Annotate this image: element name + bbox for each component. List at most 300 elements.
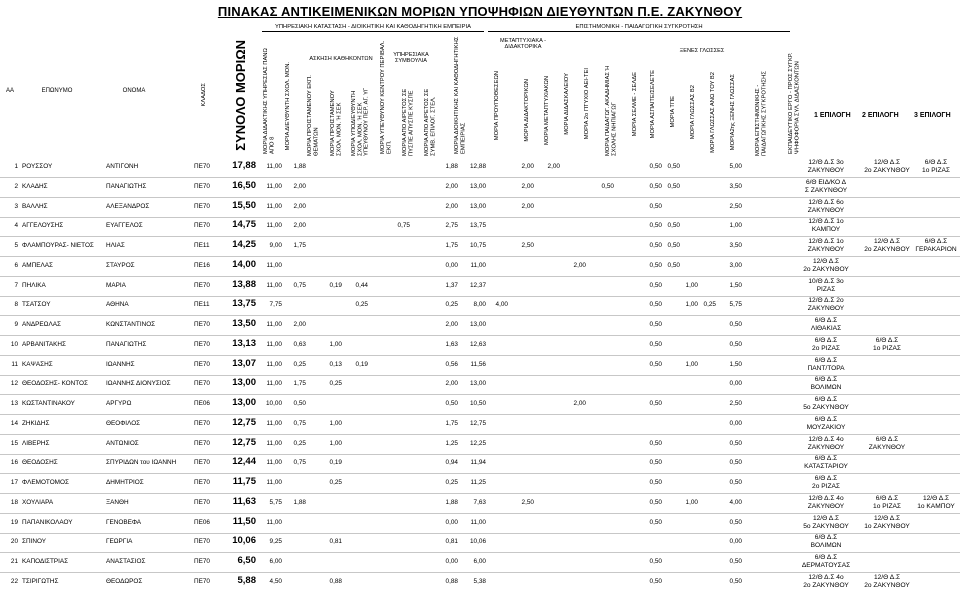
cell-c11 [488,453,508,474]
table-row [0,434,960,455]
cell-c22: 3,50 [729,242,742,249]
cell-c2: 0,25 [293,360,306,368]
cell-c10: 11,00 [470,518,486,526]
cell-aa: 7 [14,281,18,289]
cell-c14 [564,572,586,592]
cell-p3 [912,315,960,336]
cell-c5: 0,25 [355,301,368,309]
cell-branch: ΠΕ70 [194,163,210,170]
cell-c11 [488,157,508,178]
cell-c13 [538,197,560,218]
cell-c12 [508,434,534,455]
cell-c7 [388,157,410,178]
cell-c4 [322,197,342,218]
cell-aa: 13 [10,400,18,407]
group-languages: ΞΕΝΕΣ ΓΛΩΣΣΕΣ [679,48,725,54]
cell-c5 [344,315,368,336]
cell-c13 [538,177,560,198]
cell-c4 [322,216,342,237]
cell-c12: 2,50 [521,242,534,249]
cell-c21 [698,453,716,474]
cell-name: ΓΕΝΟΒΕΦΑ [106,518,142,526]
cell-surname: ΧΟΥΛΙΑΡΑ [22,498,54,506]
cell-branch: ΠΕ70 [194,558,210,565]
cell-c17 [632,276,644,297]
cell-c6 [370,355,386,376]
cell-c9: 1,75 [445,419,458,427]
table-header [0,24,960,156]
cell-c7 [388,414,410,435]
cell-p2: 12/Θ Δ.Σ 1ο ΖΑΚΥΝΘΟΥ [864,514,910,530]
col-name: ΟΝΟΜΑ [122,88,146,94]
cell-c14 [564,216,586,237]
cell-c22: 0,50 [729,439,742,447]
cell-total: 14,75 [232,219,256,231]
cell-name: ΙΩΑΝΝΗΣ ΔΙΟΝΥΣΙΟΣ [106,380,171,388]
cell-c16 [618,532,630,553]
cell-branch: ΠΕ70 [194,538,210,546]
cell-c6 [370,276,386,297]
cell-c2: 2,00 [293,222,306,230]
cell-p1: 6/Θ Δ.Σ ΚΑΤΑΣΤΑΡΙΟΥ [804,455,848,471]
cell-c7 [388,572,410,592]
cell-c16 [618,157,630,178]
cell-c13 [538,355,560,376]
col-pref3: 3 ΕΠΙΛΟΓΗ [914,112,951,119]
cell-c8 [412,335,434,356]
cell-c7 [388,256,410,277]
cell-p3: 6/Θ Δ.Σ 1ο ΡΙΖΑΣ [922,159,950,174]
cell-p2: 12/Θ Δ.Σ 2ο ΖΑΚΥΝΘΟΥ [864,573,910,589]
cell-p2: 6/Θ Δ.Σ 1ο ΡΙΖΑΣ [873,494,901,510]
col-c4: ΜΟΡΙΑ ΠΡΟΙΣΤΑΜΕΝΟΥ ΣΧΟΛ. ΜΟΝ. Ή ΣΕΚ [329,90,342,156]
cell-c4: 1,00 [329,340,342,348]
cell-c22: 1,50 [729,281,742,289]
cell-c11 [488,197,508,218]
cell-c2: 0,75 [293,419,306,427]
cell-c6 [370,374,386,395]
cell-c6 [370,513,386,534]
col-c1: ΜΟΡΙΑ ΔΙΔΑΚΤΙΚΗΣ ΥΠΗΡΕΣΙΑΣ ΠΑΝΩ ΑΠΟ 8 [262,48,275,154]
cell-c4: 0,81 [329,538,342,546]
cell-name: ΘΕΟΔΩΡΟΣ [106,577,143,585]
cell-c11 [488,414,508,435]
cell-c18 [644,374,662,395]
cell-c13 [538,315,560,336]
table-row [0,374,960,395]
cell-c14: 2,00 [573,261,586,269]
cell-total: 13,00 [232,397,256,408]
cell-c8 [412,394,434,415]
cell-p2: 6/Θ Δ.Σ ΖΑΚΥΝΘΟΥ [868,435,906,451]
cell-total: 11,75 [232,476,256,487]
cell-p3 [912,256,960,277]
cell-c8 [412,374,434,395]
cell-c8 [412,236,434,257]
cell-c3 [306,493,320,514]
col-c7: ΜΟΡΙΑ ΑΠΟ ΑΙΡΕΤΟΣ ΣΕ ΠΥΣΠΕ ΑΠΥΣΠΕ ΚΥΣΠΕ [401,88,414,156]
cell-c20 [680,335,698,356]
cell-c20 [680,513,698,534]
cell-c19 [662,513,680,534]
cell-c20 [680,157,698,178]
cell-c22: 4,00 [729,498,742,506]
cell-c13 [538,473,560,494]
cell-aa: 3 [14,202,18,210]
cell-c5 [344,335,368,356]
cell-p2 [858,552,916,573]
cell-c5 [344,216,368,237]
cell-c18: 0,50 [649,518,662,526]
cell-c19 [662,355,680,376]
cell-p1: 6/Θ Δ.Σ ΠΑΝΤ/ΤΟΡΑ [807,356,845,372]
cell-c12: 2,50 [521,498,534,506]
table-row [0,394,960,415]
cell-c21 [698,355,716,376]
cell-c13 [538,572,560,592]
cell-c16 [618,276,630,297]
cell-c18: 0,50 [649,340,662,348]
cell-p1: 12/Θ Δ.Σ 2ο ΖΑΚΥΝΘΟΥ [803,257,849,273]
cell-c10: 13,00 [470,202,486,210]
cell-c21 [698,572,716,592]
cell-c9: 2,00 [445,380,458,388]
cell-c19 [662,335,680,356]
cell-c1: 10,00 [266,400,282,407]
cell-c18: 0,50 [649,577,662,585]
cell-c13 [538,236,560,257]
cell-p1: 6/Θ Δ.Σ ΔΕΡΜΑΤΟΥΣΑΣ [801,554,851,569]
cell-surname: ΦΛΑΜΠΟΥΡΑΣ- ΝΙΕΤΟΣ [22,242,94,249]
cell-c19 [662,276,680,297]
cell-p3 [912,394,960,415]
cell-c16 [618,394,630,415]
cell-branch: ΠΕ11 [194,301,210,309]
cell-c14 [564,355,586,376]
cell-c1: 11,00 [266,518,282,526]
cell-c10: 7,63 [473,498,486,506]
cell-c10: 11,56 [470,360,486,368]
cell-c14 [564,532,586,553]
cell-c10: 12,25 [470,439,486,447]
cell-c20: 1,00 [685,360,698,368]
band-service: ΥΠΗΡΕΣΙΑΚΗ ΚΑΤΑΣΤΑΣΗ - ΔΙΟΙΚΗΤΙΚΗ ΚΑΙ ΚΑΘΟΔΗΓΗΤΙΚΗ ΕΜΠΕΙΡΙΑ [262,24,484,32]
col-c8: ΜΟΡΙΑ ΑΠΟ ΑΙΡΕΤΟΣ ΣΕ ΣΥΜΒ. ΕΠΙΛΟΓ. ΣΤΕΛ. [423,88,436,156]
cell-p1: 6/Θ ΕΙΔ/ΚΟ Δ Σ ΖΑΚΥΝΘΟΥ [804,178,848,194]
cell-p1: 6/Θ Δ.Σ ΜΟΥΖΑΚΙΟΥ [806,415,846,431]
cell-p2 [858,256,916,277]
cell-c18: 0,50 [649,163,662,170]
cell-aa: 4 [14,222,18,230]
cell-branch: ΠΕ70 [194,419,210,427]
cell-surname: ΘΕΟΔΟΣΗΣ [22,459,58,467]
cell-c4 [322,236,342,257]
col-c3: ΜΟΡΙΑ ΠΡΟΙΣΤΑΜΕΝΟΥ ΕΚΠ. ΘΕΜΑΤΩΝ [306,75,319,156]
cell-c20 [680,236,698,257]
cell-c2: 2,00 [293,182,306,190]
cell-c1: 11,00 [266,261,282,269]
cell-branch: ΠΕ70 [194,380,210,388]
cell-c11 [488,256,508,277]
cell-c22: 0,50 [729,518,742,526]
cell-c7 [388,513,410,534]
cell-p2 [858,374,916,395]
cell-c6 [370,236,386,257]
table-row [0,315,960,336]
cell-aa: 17 [10,479,18,486]
cell-branch: ΠΕ70 [194,479,210,486]
cell-c14 [564,276,586,297]
cell-c20 [680,453,698,474]
cell-c10: 8,00 [473,301,486,309]
cell-c20 [680,177,698,198]
cell-c15 [590,256,614,277]
cell-p1: 6/Θ Δ.Σ ΒΟΛΙΜΩΝ [810,376,842,392]
cell-name: ΑΝΤΙΓΟΝΗ [106,163,139,170]
cell-branch: ΠΕ16 [194,261,210,269]
col-branch: ΚΛΑΔΟΣ [200,83,207,107]
cell-c16 [618,216,630,237]
cell-c6 [370,295,386,316]
cell-c8 [412,473,434,494]
cell-c9: 1,88 [445,163,458,170]
cell-c9: 0,56 [445,360,458,368]
cell-c19: 0,50 [667,261,680,269]
cell-c21 [698,374,716,395]
cell-c4 [322,315,342,336]
cell-c18: 0,50 [649,459,662,467]
col-c9: ΜΟΡΙΑ ΔΙΟΙΚΗΤΙΚΗΣ ΚΑΙ ΚΑΘΟΔΗΓΗΤΙΚΗΣ ΕΜΠΕΙΡΙΑΣ [453,36,466,154]
col-c6: ΜΟΡΙΑ ΥΠΕΥΘΥΝΟΥ ΚΕΝΤΡΟΥ ΠΕΡΙΒΑΛ. ΕΚΠ. [379,40,392,154]
cell-c21 [698,552,716,573]
cell-p2 [858,394,916,415]
cell-surname: ΠΗΛΙΚΑ [22,281,46,289]
cell-c5 [344,473,368,494]
cell-aa: 2 [14,182,18,190]
cell-c4 [322,513,342,534]
cell-c3 [306,374,320,395]
cell-c9: 0,25 [445,479,458,486]
cell-c17 [632,473,644,494]
cell-aa: 19 [10,518,18,526]
cell-c3 [306,414,320,435]
cell-c3 [306,177,320,198]
cell-name: ΣΤΑΥΡΟΣ [106,261,135,269]
cell-c5 [344,256,368,277]
cell-c14 [564,552,586,573]
cell-p2 [858,532,916,553]
cell-c19 [662,374,680,395]
table-row [0,157,960,178]
cell-c1: 11,00 [266,321,282,328]
cell-c11 [488,572,508,592]
cell-total: 12,75 [232,416,256,428]
cell-c6 [370,453,386,474]
cell-c16 [618,315,630,336]
cell-p1: 6/Θ Δ.Σ ΛΙΘΑΚΙΑΣ [810,317,842,332]
cell-c1: 11,00 [266,439,282,447]
cell-name: ΑΝΑΣΤΑΣΙΟΣ [106,558,146,565]
cell-c11 [488,532,508,553]
cell-c10: 12,63 [470,340,486,348]
cell-c20 [680,532,698,553]
cell-branch: ΠΕ70 [194,340,210,348]
cell-c8 [412,177,434,198]
cell-c9: 0,00 [445,558,458,565]
cell-total: 13,75 [232,298,256,310]
cell-c2: 0,25 [293,439,306,447]
cell-aa: 15 [10,439,18,447]
cell-name: ΠΑΝΑΓΙΩΤΗΣ [106,340,147,348]
table-row [0,236,960,257]
cell-c11 [488,276,508,297]
cell-c22: 0,50 [729,558,742,565]
cell-c20 [680,256,698,277]
cell-c12 [508,394,534,415]
cell-c1: 11,00 [266,163,282,170]
cell-c15 [590,414,614,435]
cell-c12 [508,513,534,534]
cell-c4: 0,19 [329,459,342,467]
cell-c20 [680,434,698,455]
cell-c3 [306,453,320,474]
col-aa: ΑΑ [5,88,14,94]
cell-p3 [912,177,960,198]
cell-c12 [508,295,534,316]
cell-aa: 12 [10,380,18,388]
cell-c18: 0,50 [649,222,662,230]
table-row [0,177,960,198]
cell-c18: 0,50 [649,360,662,368]
cell-c16 [618,513,630,534]
cell-total: 6,50 [237,555,256,566]
cell-c11 [488,552,508,573]
cell-c1: 11,00 [266,340,282,348]
cell-total: 14,25 [232,239,256,250]
cell-c3 [306,236,320,257]
cell-c12 [508,453,534,474]
cell-c13 [538,532,560,553]
cell-c19 [662,572,680,592]
cell-c15 [590,355,614,376]
cell-c17 [632,355,644,376]
cell-c12 [508,335,534,356]
cell-c9: 0,50 [445,400,458,407]
cell-surname: ΚΩΣΤΑΝΤΙΝΑΚΟΥ [22,400,75,407]
cell-c1: 11,00 [266,380,282,388]
cell-c22: 0,50 [729,340,742,348]
cell-c8 [412,295,434,316]
cell-c3 [306,315,320,336]
cell-c3 [306,572,320,592]
cell-c18 [644,532,662,553]
cell-c11 [488,493,508,514]
cell-c15 [590,552,614,573]
cell-c13 [538,276,560,297]
cell-p2 [858,315,916,336]
table-row [0,295,960,316]
cell-aa: 16 [10,459,18,467]
cell-c7 [388,532,410,553]
cell-c12: 2,00 [521,182,534,190]
cell-c10: 10,50 [470,400,486,407]
cell-c3 [306,157,320,178]
cell-c6 [370,197,386,218]
cell-c21 [698,236,716,257]
cell-surname: ΡΟΥΣΣΟΥ [22,163,53,170]
cell-c17 [632,532,644,553]
cell-c17 [632,453,644,474]
cell-c8 [412,276,434,297]
cell-c13 [538,295,560,316]
cell-c15 [590,532,614,553]
cell-name: ΕΥΑΓΓΕΛΟΣ [106,222,143,230]
cell-c21 [698,493,716,514]
cell-c16 [618,177,630,198]
cell-p3 [912,414,960,435]
cell-c17 [632,256,644,277]
cell-c8 [412,197,434,218]
cell-c16 [618,374,630,395]
cell-c16 [618,552,630,573]
cell-c13 [538,256,560,277]
cell-c14 [564,295,586,316]
cell-c21 [698,473,716,494]
cell-name: ΓΕΩΡΓΙΑ [106,538,133,546]
cell-c15 [590,453,614,474]
cell-c6 [370,216,386,237]
cell-c13 [538,374,560,395]
cell-aa: 1 [14,163,18,170]
cell-surname: ΖΗΚΙΔΗΣ [22,419,50,427]
cell-c15 [590,157,614,178]
cell-name: ΣΠΥΡΙΔΩΝ του ΙΩΑΝΝΗ [106,459,177,467]
cell-p1: 12/Θ Δ.Σ 1ο ΚΑΜΠΟΥ [808,218,844,234]
cell-p2 [858,295,916,316]
cell-p1: 6/Θ Δ.Σ 2ο ΡΙΖΑΣ [812,475,840,490]
cell-c14 [564,513,586,534]
cell-c17 [632,295,644,316]
cell-p1: 12/Θ Δ.Σ 3ο ΖΑΚΥΝΘΟΥ [807,159,845,174]
cell-surname: ΑΝΔΡΕΩΛΑΣ [22,321,61,328]
cell-c22: 0,50 [729,577,742,585]
cell-p1: 12/Θ Δ.Σ 5ο ΖΑΚΥΝΘΟΥ [803,514,849,530]
cell-c1: 4,50 [269,577,282,585]
table-row [0,355,960,376]
col-c20: ΜΟΡΙΑ ΓΛΩΣΣΑΣ ΑΝΩ ΤΟΥ Β2 [709,71,716,153]
cell-c16 [618,493,630,514]
cell-c18: 0,50 [649,261,662,269]
cell-c8 [412,256,434,277]
cell-p1: 12/Θ Δ.Σ 1ο ΖΑΚΥΝΘΟΥ [807,238,845,253]
cell-p3: 12/Θ Δ.Σ 1ο ΚΑΜΠΟΥ [917,494,955,510]
cell-c14 [564,315,586,336]
cell-c21 [698,335,716,356]
cell-c15 [590,434,614,455]
cell-c9: 2,00 [445,321,458,328]
cell-total: 17,88 [232,160,256,171]
cell-c10: 13,75 [470,222,486,230]
cell-c18: 0,50 [649,301,662,309]
cell-c1: 11,00 [266,479,282,486]
cell-c17 [632,552,644,573]
cell-c7 [388,197,410,218]
cell-c11 [488,236,508,257]
cell-c11 [488,216,508,237]
cell-p2: 12/Θ Δ.Σ 2ο ΖΑΚΥΝΘΟΥ [864,159,910,174]
table-row [0,513,960,534]
cell-c18: 0,50 [649,321,662,328]
